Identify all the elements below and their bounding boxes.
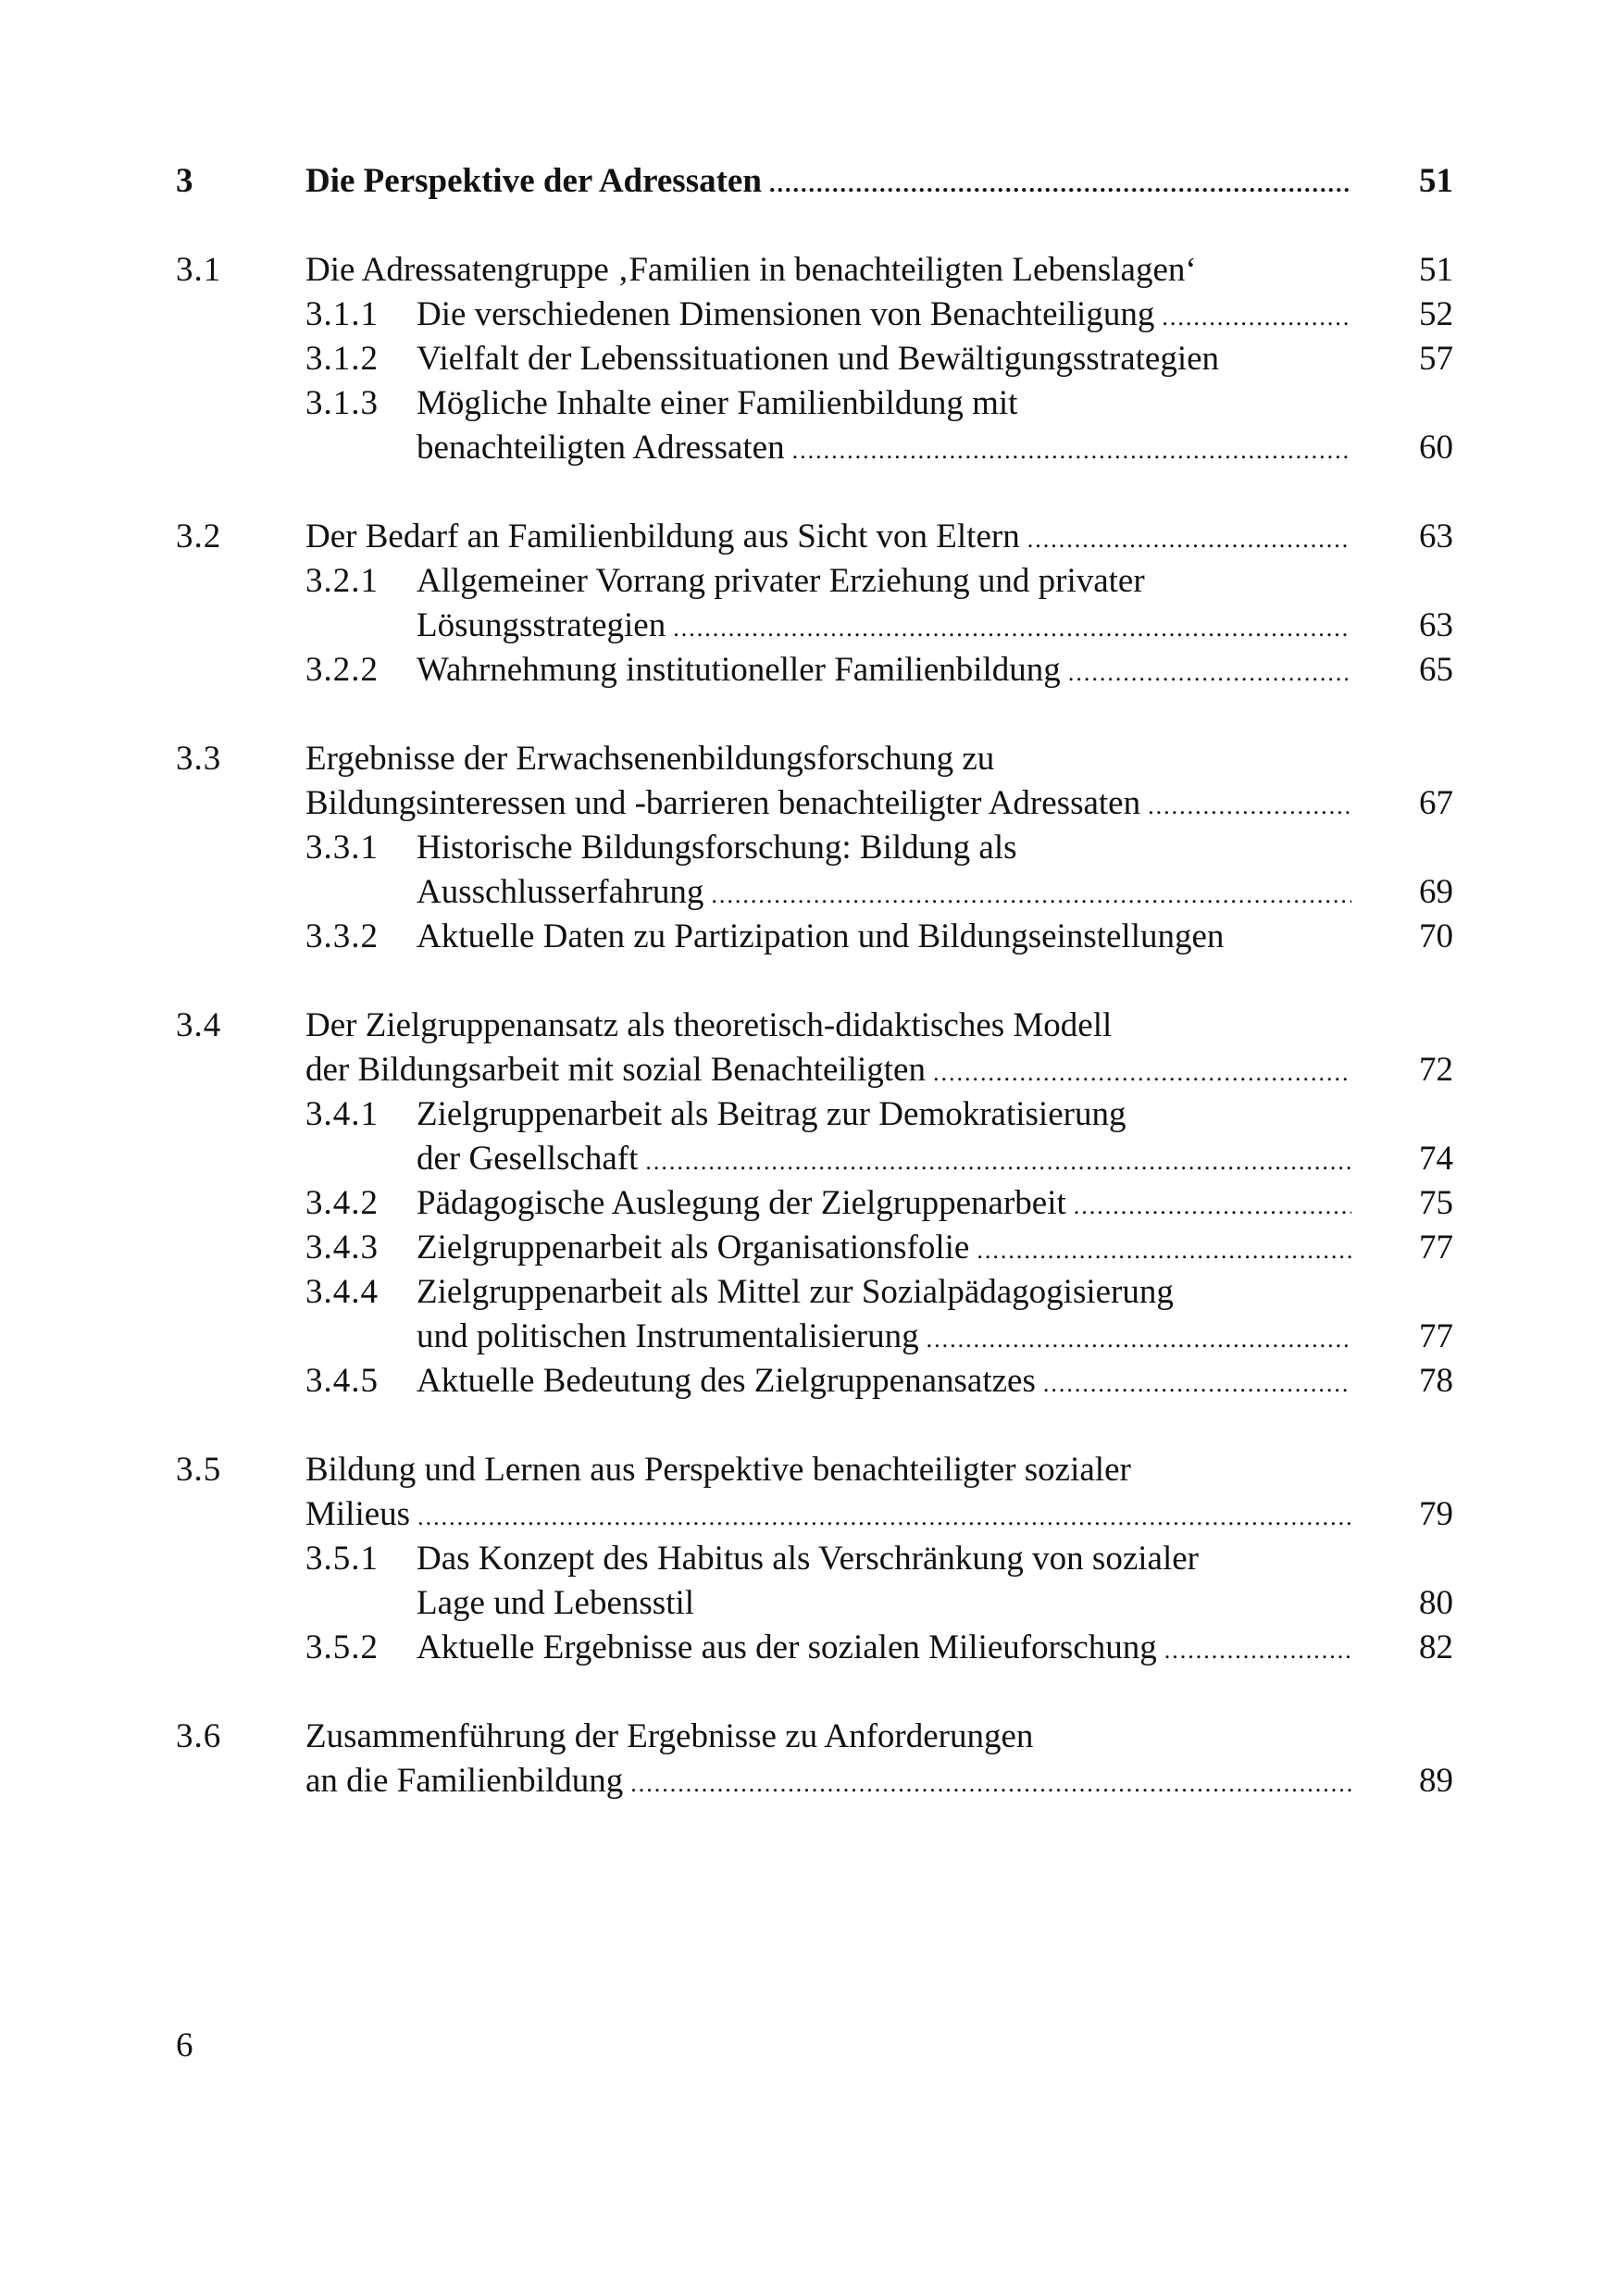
- subsection-page: 65: [1419, 651, 1453, 689]
- subsection-title-line: [417, 381, 1351, 426]
- leader-dots: [630, 1762, 1351, 1806]
- toc-subsection-line: [176, 1226, 1453, 1270]
- toc-subsection-line: [176, 1581, 1453, 1626]
- section-number: 3.6: [176, 1717, 222, 1755]
- toc-subsection-line: [176, 337, 1453, 381]
- subsection-title-line: [417, 1092, 1351, 1137]
- toc-subsection-line: [176, 1359, 1453, 1404]
- subsection-title: Die verschiedenen Dimensionen von Benachteiligung: [417, 295, 1155, 333]
- section-title: Der Bedarf an Familienbildung aus Sicht von Eltern: [305, 518, 1020, 555]
- subsection-title-line: [417, 1359, 1351, 1406]
- subsection-title: Wahrnehmung institutioneller Familienbildung: [417, 651, 1061, 689]
- chapter-title-line: [305, 159, 1351, 206]
- section-page: 72: [1419, 1051, 1453, 1089]
- toc-subsection-line: [176, 1626, 1453, 1670]
- subsection-title: und politischen Instrumentalisierung: [417, 1317, 919, 1355]
- subsection-page: 77: [1419, 1229, 1453, 1267]
- toc-subsection-line: [176, 915, 1453, 959]
- toc-subsection-line: [176, 381, 1453, 426]
- leader-dots: [1027, 518, 1351, 562]
- section-gap: [176, 470, 1453, 515]
- subsection-title-line: [417, 559, 1351, 604]
- section-title: Zusammenführung der Ergebnisse zu Anforderungen: [305, 1717, 1034, 1755]
- subsection-number: 3.5.2: [305, 1628, 379, 1666]
- section-gap: [176, 959, 1453, 1004]
- subsection-title-line: [417, 826, 1351, 870]
- toc-subsection-line: [176, 293, 1453, 337]
- section-title-line: [305, 1759, 1351, 1806]
- subsection-title-line: [417, 648, 1351, 695]
- section-number: 3.1: [176, 251, 222, 289]
- subsection-title-line: [417, 1226, 1351, 1273]
- section-number: 3.3: [176, 740, 222, 778]
- leader-dots: [645, 1140, 1351, 1184]
- chapter-page: 51: [1419, 162, 1453, 200]
- section-title: an die Familienbildung: [305, 1762, 624, 1800]
- toc-subsection-line: [176, 1315, 1453, 1359]
- subsection-title-line: [417, 1315, 1351, 1362]
- section-page: 79: [1419, 1495, 1453, 1533]
- leader-dots: [1068, 651, 1351, 695]
- subsection-title: Mögliche Inhalte einer Familienbildung mit: [417, 384, 1018, 422]
- subsection-title-line: [417, 1581, 1351, 1626]
- subsection-title-line: [417, 604, 1351, 651]
- section-gap: [176, 204, 1453, 248]
- section-title: Milieus: [305, 1495, 411, 1533]
- section-number: 3.4: [176, 1006, 222, 1044]
- section-title: Bildung und Lernen aus Perspektive benachteiligter sozialer: [305, 1451, 1131, 1489]
- subsection-number: 3.2.1: [305, 562, 379, 600]
- subsection-title: Aktuelle Ergebnisse aus der sozialen Milieuforschung: [417, 1628, 1157, 1666]
- subsection-number: 3.1.2: [305, 340, 379, 378]
- subsection-title: Zielgruppenarbeit als Beitrag zur Demokratisierung: [417, 1095, 1126, 1133]
- subsection-title-line: [417, 337, 1351, 381]
- section-page: 63: [1419, 518, 1453, 555]
- section-title: Der Zielgruppenansatz als theoretisch-didaktisches Modell: [305, 1006, 1113, 1044]
- subsection-page: 75: [1419, 1184, 1453, 1222]
- section-page: 51: [1419, 251, 1453, 289]
- toc-subsection-line: [176, 1270, 1453, 1315]
- toc-section-line: [176, 1759, 1453, 1803]
- section-title-line: [305, 1048, 1351, 1095]
- leader-dots: [1164, 1628, 1351, 1673]
- toc-chapter-entry: [176, 159, 1453, 204]
- chapter-number: 3: [176, 162, 194, 200]
- toc-section-line: [176, 1448, 1453, 1492]
- toc-section-line: [176, 1715, 1453, 1759]
- leader-dots: [933, 1051, 1351, 1095]
- toc-subsection-line: [176, 1092, 1453, 1137]
- toc-subsection-line: [176, 870, 1453, 915]
- subsection-title-line: [417, 1137, 1351, 1184]
- subsection-title: Historische Bildungsforschung: Bildung als: [417, 829, 1017, 867]
- subsection-number: 3.4.4: [305, 1273, 379, 1311]
- subsection-title: Lösungsstrategien: [417, 606, 666, 644]
- leader-dots: [1074, 1184, 1351, 1229]
- section-title: Bildungsinteressen und -barrieren benachteiligter Adressaten: [305, 784, 1141, 822]
- section-title: Die Adressatengruppe ‚Familien in benachteiligten Lebenslagen‘: [305, 251, 1197, 289]
- leader-dots: [1043, 1362, 1351, 1406]
- section-title: der Bildungsarbeit mit sozial Benachteiligten: [305, 1051, 926, 1089]
- table-of-contents: [176, 159, 1453, 1803]
- subsection-title: Aktuelle Daten zu Partizipation und Bildungseinstellungen: [417, 917, 1225, 955]
- leader-dots: [711, 873, 1351, 917]
- subsection-page: 80: [1419, 1584, 1453, 1622]
- subsection-title: Aktuelle Bedeutung des Zielgruppenansatzes: [417, 1362, 1036, 1400]
- section-title-line: [305, 737, 1351, 781]
- subsection-number: 3.1.3: [305, 384, 379, 422]
- section-title-line: [305, 1448, 1351, 1492]
- leader-dots: [1162, 295, 1351, 340]
- chapter-title: Die Perspektive der Adressaten: [305, 162, 762, 200]
- leader-dots: [417, 1495, 1351, 1540]
- section-page: 67: [1419, 784, 1453, 822]
- subsection-number: 3.5.1: [305, 1540, 379, 1578]
- section-number: 3.2: [176, 518, 222, 555]
- toc-subsection-line: [176, 604, 1453, 648]
- section-gap: [176, 1404, 1453, 1448]
- subsection-page: 77: [1419, 1317, 1453, 1355]
- subsection-title: Das Konzept des Habitus als Verschränkung von sozialer: [417, 1540, 1199, 1578]
- subsection-title: Zielgruppenarbeit als Mittel zur Sozialpädagogisierung: [417, 1273, 1174, 1311]
- subsection-page: 74: [1419, 1140, 1453, 1178]
- subsection-page: 63: [1419, 606, 1453, 644]
- toc-subsection-line: [176, 559, 1453, 604]
- subsection-title: Pädagogische Auslegung der Zielgruppenarbeit: [417, 1184, 1066, 1222]
- section-title: Ergebnisse der Erwachsenenbildungsforschung zu: [305, 740, 995, 778]
- subsection-number: 3.4.1: [305, 1095, 379, 1133]
- leader-dots: [673, 606, 1351, 651]
- section-title-line: [305, 1004, 1351, 1048]
- section-title-line: [305, 781, 1351, 829]
- subsection-title-line: [417, 1626, 1351, 1673]
- toc-section-line: [176, 1048, 1453, 1092]
- toc-section-line: [176, 1004, 1453, 1048]
- subsection-page: 57: [1419, 340, 1453, 378]
- leader-dots: [792, 429, 1351, 473]
- section-title-line: [305, 248, 1351, 293]
- page-number: 6: [176, 2027, 193, 2065]
- toc-subsection-line: [176, 648, 1453, 693]
- subsection-title-line: [417, 870, 1351, 917]
- subsection-page: 69: [1419, 873, 1453, 911]
- leader-dots: [1148, 784, 1351, 829]
- section-number: 3.5: [176, 1451, 222, 1489]
- subsection-number: 3.4.5: [305, 1362, 379, 1400]
- subsection-title: Vielfalt der Lebenssituationen und Bewältigungsstrategien: [417, 340, 1220, 378]
- subsection-page: 78: [1419, 1362, 1453, 1400]
- section-title-line: [305, 1492, 1351, 1540]
- subsection-number: 3.4.3: [305, 1229, 379, 1267]
- subsection-number: 3.1.1: [305, 295, 379, 333]
- subsection-title: Zielgruppenarbeit als Organisationsfolie: [417, 1229, 970, 1267]
- subsection-number: 3.3.2: [305, 917, 379, 955]
- subsection-title: Ausschlusserfahrung: [417, 873, 704, 911]
- subsection-page: 82: [1419, 1628, 1453, 1666]
- subsection-number: 3.3.1: [305, 829, 379, 867]
- toc-subsection-line: [176, 426, 1453, 470]
- subsection-number: 3.4.2: [305, 1184, 379, 1222]
- subsection-title-line: [417, 915, 1351, 959]
- toc-subsection-line: [176, 826, 1453, 870]
- toc-section-line: [176, 515, 1453, 559]
- leader-dots: [977, 1229, 1351, 1273]
- subsection-title: Allgemeiner Vorrang privater Erziehung und privater: [417, 562, 1145, 600]
- toc-subsection-line: [176, 1537, 1453, 1581]
- section-title-line: [305, 1715, 1351, 1759]
- subsection-page: 52: [1419, 295, 1453, 333]
- section-gap: [176, 1670, 1453, 1715]
- toc-section-line: [176, 781, 1453, 826]
- section-page: 89: [1419, 1762, 1453, 1800]
- section-title-line: [305, 515, 1351, 562]
- subsection-title-line: [417, 1537, 1351, 1581]
- subsection-title: Lage und Lebensstil: [417, 1584, 695, 1622]
- subsection-number: 3.2.2: [305, 651, 379, 689]
- toc-section-line: [176, 248, 1453, 293]
- subsection-title: der Gesellschaft: [417, 1140, 639, 1178]
- subsection-title: benachteiligten Adressaten: [417, 429, 785, 467]
- toc-section-line: [176, 1492, 1453, 1537]
- toc-subsection-line: [176, 1137, 1453, 1181]
- subsection-page: 70: [1419, 917, 1453, 955]
- leader-dots: [769, 162, 1351, 206]
- subsection-title-line: [417, 1181, 1351, 1229]
- subsection-page: 60: [1419, 429, 1453, 467]
- toc-section-line: [176, 737, 1453, 781]
- subsection-title-line: [417, 293, 1351, 340]
- subsection-title-line: [417, 1270, 1351, 1315]
- leader-dots: [927, 1317, 1351, 1362]
- subsection-title-line: [417, 426, 1351, 473]
- toc-subsection-line: [176, 1181, 1453, 1226]
- section-gap: [176, 693, 1453, 737]
